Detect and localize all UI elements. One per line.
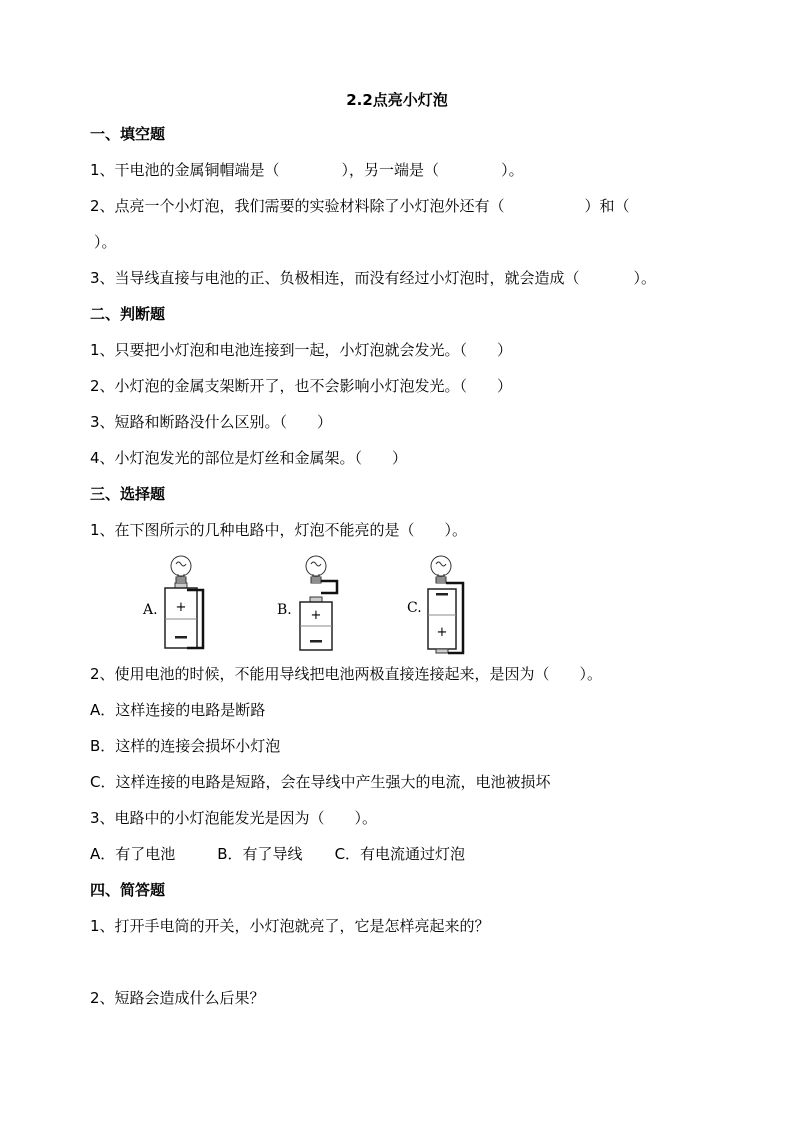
fill-q2-part-c: ）。 xyxy=(94,233,117,251)
choice-question-2: 2、使用电池的时候，不能用导线把电池两极直接连接起来，是因为（ ）。 xyxy=(90,665,603,683)
battery-icon xyxy=(300,597,332,650)
page-title: 2.2点亮小灯泡 xyxy=(346,91,448,109)
section-heading-short: 四、简答题 xyxy=(90,881,166,899)
fill-q1-part-b: ），另一端是（ xyxy=(341,161,440,179)
fill-q2-part-a: 2、点亮一个小灯泡，我们需要的实验材料除了小灯泡外还有（ xyxy=(90,197,505,215)
choice-q3-option-a: A．有了电池 xyxy=(90,845,176,863)
circuit-option-c xyxy=(405,552,495,656)
battery-icon xyxy=(428,589,456,653)
choice-q2-option-c: C．这样连接的电路是短路，会在导线中产生强大的电流，电池被损坏 xyxy=(90,773,551,791)
section-heading-choice: 三、选择题 xyxy=(90,485,166,503)
wire xyxy=(321,581,337,593)
fill-question-1 xyxy=(90,160,524,180)
short-question-2: 2、短路会造成什么后果？ xyxy=(90,989,265,1007)
short-question-1: 1、打开手电筒的开关，小灯泡就亮了，它是怎样亮起来的？ xyxy=(90,917,490,935)
circuit-label-b: B. xyxy=(277,602,292,618)
circuit-label-c: C. xyxy=(407,600,422,616)
bulb-icon xyxy=(306,556,326,583)
svg-text:+: + xyxy=(436,625,448,640)
circuit-figure xyxy=(135,552,475,656)
choice-q3-options xyxy=(90,844,465,864)
circuit-option-a xyxy=(135,552,225,656)
bulb-icon xyxy=(431,556,451,583)
fill-question-2-cont xyxy=(90,232,117,252)
svg-text:+: + xyxy=(175,600,187,615)
fill-question-2 xyxy=(90,196,630,216)
choice-q2-option-a: A．这样连接的电路是断路 xyxy=(90,701,266,719)
fill-q3-part-a: 3、当导线直接与电池的正、负极相连，而没有经过小灯泡时，就会造成（ xyxy=(90,269,580,287)
bulb-icon xyxy=(171,556,191,583)
fill-q1-part-a: 1、干电池的金属铜帽端是（ xyxy=(90,161,280,179)
judge-question-1: 1、只要把小灯泡和电池连接到一起，小灯泡就会发光。（ ） xyxy=(90,341,513,359)
choice-q3-option-c: C．有电流通过灯泡 xyxy=(334,845,466,863)
choice-question-3: 3、电路中的小灯泡能发光是因为（ ）。 xyxy=(90,809,378,827)
judge-question-3: 3、短路和断路没什么区别。（ ） xyxy=(90,413,333,431)
fill-q1-part-c: ）。 xyxy=(501,161,524,179)
section-heading-fill: 一、填空题 xyxy=(90,125,166,143)
svg-text:+: + xyxy=(310,608,322,623)
circuit-label-a: A. xyxy=(143,602,158,618)
choice-q3-option-b: B．有了导线 xyxy=(217,845,303,863)
battery-icon xyxy=(165,583,197,648)
fill-q2-part-b: ）和（ xyxy=(584,197,630,215)
choice-question-1: 1、在下图所示的几种电路中，灯泡不能亮的是（ ）。 xyxy=(90,521,468,539)
choice-q2-option-b: B．这样的连接会损坏小灯泡 xyxy=(90,737,281,755)
section-heading-judge: 二、判断题 xyxy=(90,305,166,323)
fill-q3-part-b: ）。 xyxy=(633,269,657,287)
circuit-option-b xyxy=(270,552,360,656)
judge-question-2: 2、小灯泡的金属支架断开了，也不会影响小灯泡发光。（ ） xyxy=(90,377,513,395)
fill-question-3 xyxy=(90,268,656,288)
judge-question-4: 4、小灯泡发光的部位是灯丝和金属架。（ ） xyxy=(90,449,408,467)
